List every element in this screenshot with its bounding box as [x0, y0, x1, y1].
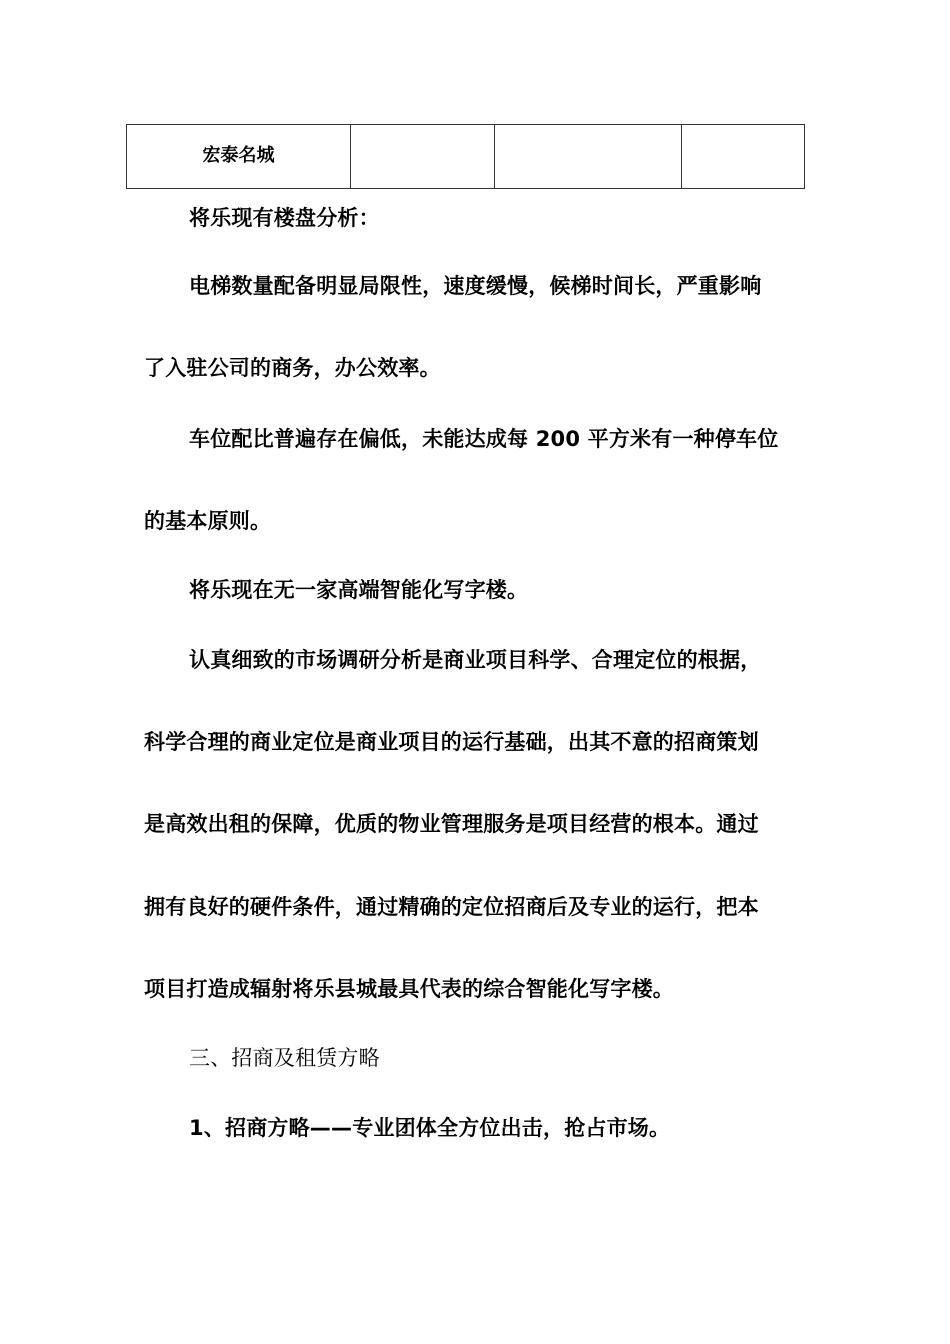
table-cell [127, 125, 351, 189]
table-cell [495, 125, 682, 189]
subsection-heading: 1、招商方略——专业团体全方位出击，抢占市场。 [189, 1116, 671, 1140]
section-heading: 三、招商及租赁方略 [189, 1046, 380, 1070]
paragraph-line: 科学合理的商业定位是商业项目的运行基础，出其不意的招商策划 [144, 730, 759, 754]
paragraph-line: 的基本原则。 [144, 509, 272, 533]
paragraph-line: 将乐现在无一家高端智能化写字楼。 [189, 578, 529, 602]
paragraph-line: 车位配比普遍存在偏低，未能达成每 200 平方米有一种停车位 [189, 427, 779, 451]
paragraph-line: 项目打造成辐射将乐县城最具代表的综合智能化写字楼。 [144, 977, 674, 1001]
paragraph-line: 拥有良好的硬件条件，通过精确的定位招商后及专业的运行，把本 [144, 895, 759, 919]
paragraph-line: 电梯数量配备明显局限性，速度缓慢，候梯时间长，严重影响 [189, 274, 762, 298]
paragraph-line: 了入驻公司的商务，办公效率。 [144, 356, 441, 380]
property-name: 宏泰名城 [202, 145, 275, 166]
paragraph-line: 认真细致的市场调研分析是商业项目科学、合理定位的根据， [189, 648, 762, 672]
paragraph-line: 是高效出租的保障，优质的物业管理服务是项目经营的根本。通过 [144, 812, 759, 836]
housing-table [126, 124, 805, 189]
section-subheading: 将乐现有楼盘分析： [189, 206, 380, 230]
table-row [127, 125, 805, 189]
table-cell [682, 125, 805, 189]
table-cell [351, 125, 495, 189]
